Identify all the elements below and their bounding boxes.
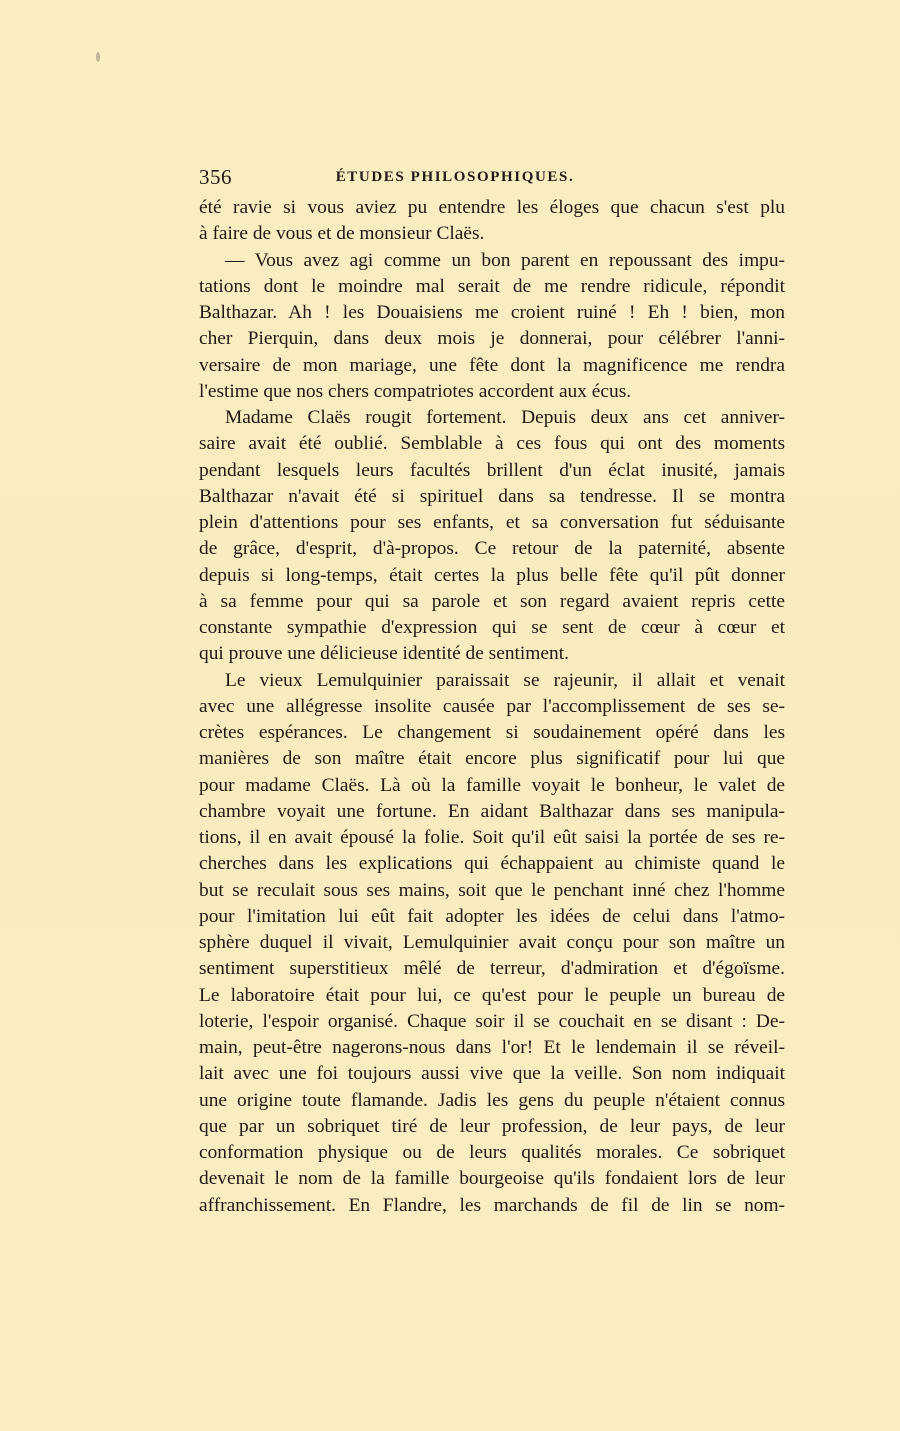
page-number: 356 xyxy=(199,165,232,189)
text-line: cher Pierquin, dans deux mois je donnerai, pour célébrer l'anni- xyxy=(199,328,785,350)
text-line: chambre voyait une fortune. En aidant Balthazar dans ses manipula- xyxy=(199,800,785,822)
text-line: pour l'imitation lui eût fait adopter les idées de celui dans l'atmo- xyxy=(199,905,785,927)
text-line: devenait le nom de la famille bourgeoise qu'ils fondaient lors de leur xyxy=(199,1168,785,1190)
text-line: une origine toute flamande. Jadis les gens du peuple n'étaient connus xyxy=(199,1089,785,1111)
running-title: ÉTUDES PHILOSOPHIQUES. xyxy=(335,169,575,185)
text-line: constante sympathie d'expression qui se sent de cœur à cœur et xyxy=(199,617,785,638)
text-line: à sa femme pour qui sa parole et son regard avaient repris cette xyxy=(199,590,785,612)
text-line: à faire de vous et de monsieur Claës. xyxy=(199,223,485,245)
text-line: affranchissement. En Flandre, les marchands de fil de lin se nom- xyxy=(199,1194,785,1216)
text-line: tions, il en avait épousé la folie. Soit qu'il eût saisi la portée de ses re- xyxy=(199,827,785,848)
text-line: Le vieux Lemulquinier paraissait se rajeunir, il allait et venait xyxy=(225,669,785,691)
text-line: que par un sobriquet tiré de leur profession, de leur pays, de leur xyxy=(199,1115,785,1137)
text-line: saire avait été oublié. Semblable à ces fous qui ont des moments xyxy=(199,433,785,455)
running-head xyxy=(199,165,785,189)
text-line: depuis si long-temps, était certes la plus belle fête qu'il pût donner xyxy=(199,564,785,586)
text-line: main, peut-être nagerons-nous dans l'or! Et le lendemain il se réveil- xyxy=(199,1037,785,1058)
text-line: l'estime que nos chers compatriotes accordent aux écus. xyxy=(199,380,632,402)
text-line: sentiment superstitieux mêlé de terreur, d'admiration et d'égoïsme. xyxy=(199,958,785,980)
text-line: cherches dans les explications qui échappaient au chimiste quand le xyxy=(199,853,785,875)
body-text xyxy=(199,195,785,1219)
text-line: Madame Claës rougit fortement. Depuis deux ans cet anniver- xyxy=(225,407,785,428)
text-line: Balthazar. Ah ! les Douaisiens me croient ruiné ! Eh ! bien, mon xyxy=(199,302,785,323)
text-line: Balthazar n'avait été si spirituel dans sa tendresse. Il se montra xyxy=(199,485,785,507)
text-line: qui prouve une délicieuse identité de sentiment. xyxy=(199,643,569,665)
text-line: crètes espérances. Le changement si soudainement opéré dans les xyxy=(199,722,785,743)
text-line: — Vous avez agi comme un bon parent en repoussant des impu- xyxy=(225,249,785,271)
text-line: versaire de mon mariage, une fête dont la magnificence me rendra xyxy=(199,354,785,376)
text-line: lait avec une foi toujours aussi vive que la veille. Son nom indiquait xyxy=(199,1063,785,1085)
text-line: but se reculait sous ses mains, soit que le penchant inné chez l'homme xyxy=(199,879,785,901)
text-line: loterie, l'espoir organisé. Chaque soir il se couchait en se disant : De- xyxy=(199,1010,785,1032)
text-line: Le laboratoire était pour lui, ce qu'est pour le peuple un bureau de xyxy=(199,984,785,1006)
text-line: tations dont le moindre mal serait de me rendre ridicule, répondit xyxy=(199,275,785,297)
text-line: été ravie si vous aviez pu entendre les éloges que chacun s'est plu xyxy=(199,197,785,218)
text-line: de grâce, d'esprit, d'à-propos. Ce retour de la paternité, absente xyxy=(199,538,785,560)
text-line: manières de son maître était encore plus significatif pour lui que xyxy=(199,748,785,770)
text-line: conformation physique ou de leurs qualités morales. Ce sobriquet xyxy=(199,1142,785,1163)
text-line: pendant lesquels leurs facultés brillent d'un éclat inusité, jamais xyxy=(199,459,785,481)
text-line: plein d'attentions pour ses enfants, et sa conversation fut séduisante xyxy=(199,512,785,533)
text-line: avec une allégresse insolite causée par l'accomplissement de ses se- xyxy=(199,695,785,717)
paper-blemish xyxy=(96,52,100,62)
text-line: pour madame Claës. Là où la famille voyait le bonheur, le valet de xyxy=(199,774,785,796)
text-line: sphère duquel il vivait, Lemulquinier avait conçu pour son maître un xyxy=(199,932,785,953)
